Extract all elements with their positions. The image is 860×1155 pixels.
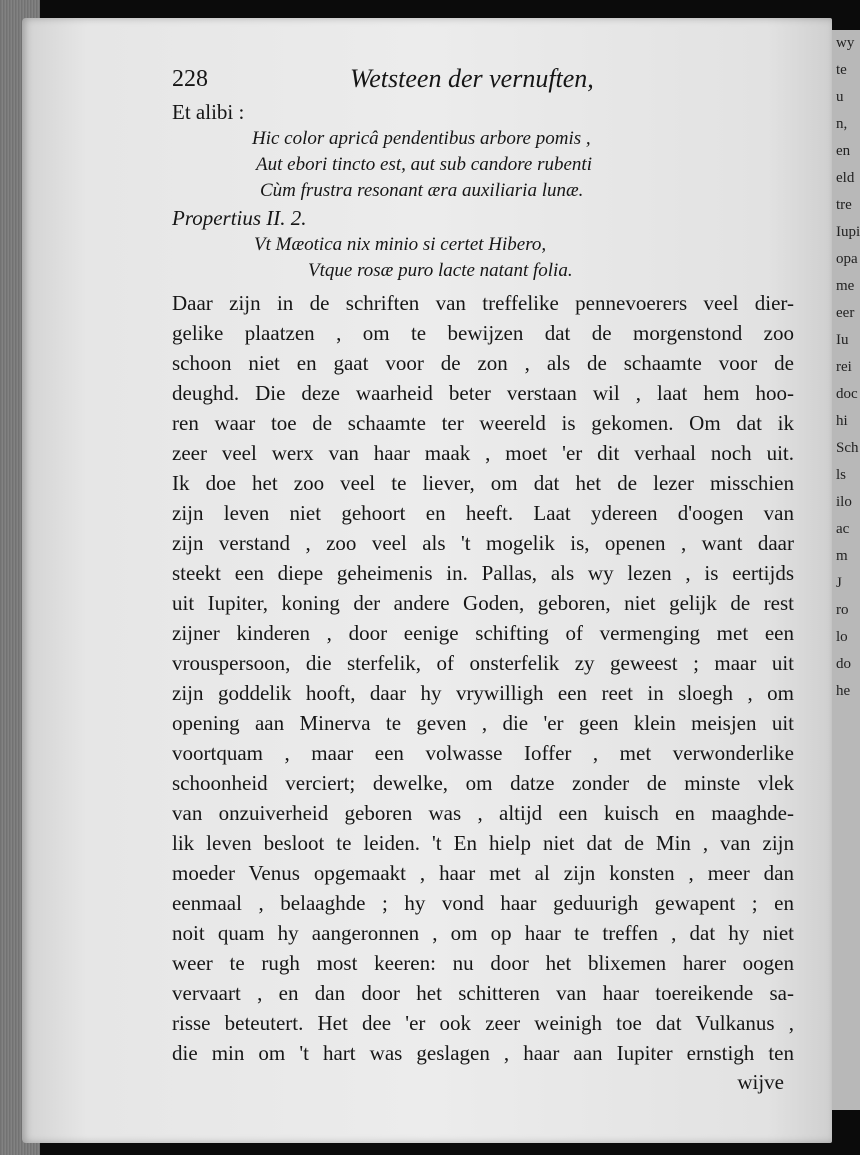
facing-page-text: Iu (836, 332, 849, 348)
body-line: zijner kinderen , door eenige schifting of vermenging met een (172, 621, 794, 645)
body-text (172, 288, 797, 1068)
facing-page-fragment (832, 30, 860, 1110)
facing-page-text: me (836, 278, 855, 294)
facing-page-text: he (836, 683, 851, 699)
page-header (172, 62, 797, 98)
facing-page-text: ac (836, 521, 850, 537)
facing-page-text: n, (836, 116, 848, 132)
body-line: deughd. Die deze waarheid beter verstaan wil , laat hem hoo- (172, 381, 794, 405)
facing-page-text: Sch (836, 440, 859, 456)
body-line: Daar zijn in de schriften van treffelike pennevoerers veel dier- (172, 291, 794, 315)
facing-page-text: Iupi (836, 224, 860, 240)
facing-page-text: wy (836, 35, 855, 51)
facing-page-text: eld (836, 170, 855, 186)
body-line: voortquam , maar een volwasse Ioffer , met verwonderlike (172, 741, 794, 765)
quote-line: Vt Mæotica nix minio si certet Hibero, (254, 234, 547, 255)
catchword: wijve (737, 1070, 784, 1094)
facing-page-text: ro (836, 602, 849, 618)
facing-page-text: u (836, 89, 844, 105)
facing-page-text: opa (836, 251, 858, 267)
body-line: schoon niet en gaat voor de zon , als de schaamte voor de (172, 351, 794, 375)
body-line: noit quam hy aangeronnen , om op haar te treffen , dat hy niet (172, 921, 794, 945)
body-line: die min om 't hart was geslagen , haar aan Iupiter ernstigh ten (172, 1041, 794, 1065)
body-line: schoonheid verciert; dewelke, om datze zonder de minste vlek (172, 771, 794, 795)
facing-page-text: te (836, 62, 847, 78)
intro-label: Et alibi : (172, 100, 245, 124)
body-line: moeder Venus opgemaakt , haar met al zijn konsten , meer dan (172, 861, 794, 885)
body-line: zeer veel werx van haar maak , moet 'er dit verhaal noch uit. (172, 441, 794, 465)
body-line: vrouspersoon, die sterfelik, of onsterfelik zy geweest ; maar uit (172, 651, 794, 675)
body-line: van onzuiverheid geboren was , altijd een kuisch en maaghde- (172, 801, 794, 825)
body-line: lik leven besloot te leiden. 't En hielp niet dat de Min , van zijn (172, 831, 794, 855)
body-line: vervaart , en dan door het schitteren van haar toereikende sa- (172, 981, 794, 1005)
quote-line: Hic color apricâ pendentibus arbore pomis , (252, 128, 591, 149)
body-line: zijn goddelik hooft, daar hy vrywilligh een reet in sloegh , om (172, 681, 794, 705)
body-line: gelike plaatzen , om te bewijzen dat de morgenstond zoo (172, 321, 794, 345)
body-line: risse beteutert. Het dee 'er ook zeer weinigh toe dat Vulkanus , (172, 1011, 794, 1035)
body-line: eenmaal , belaaghde ; hy vond haar geduurigh gewapent ; en (172, 891, 794, 915)
facing-page-text: en (836, 143, 851, 159)
body-line: Ik doe het zoo veel te liever, om dat het de lezer misschien (172, 471, 794, 495)
quote-line: Cùm frustra resonant æra auxiliaria lunæ. (260, 180, 584, 201)
body-line: ren waar toe de schaamte ter weereld is gekomen. Om dat ik (172, 411, 794, 435)
body-line: zijn leven niet gehoort en heeft. Laat ydereen d'oogen van (172, 501, 794, 525)
facing-page-text: eer (836, 305, 855, 321)
facing-page-text: rei (836, 359, 852, 375)
running-title: Wetsteen der vernuften, (350, 64, 594, 93)
facing-page-text: m (836, 548, 848, 564)
facing-page-text: tre (836, 197, 852, 213)
page-text-block (172, 62, 797, 1096)
page-number: 228 (172, 66, 208, 92)
facing-page-text: ilo (836, 494, 852, 510)
body-line: opening aan Minerva te geven , die 'er geen klein meisjen uit (172, 711, 794, 735)
body-line: steekt een diepe geheimenis in. Pallas, als wy lezen , is eertijds (172, 561, 794, 585)
body-line: weer te rugh most keeren: nu door het blixemen harer oogen (172, 951, 794, 975)
facing-page-text: hi (836, 413, 848, 429)
facing-page-text: lo (836, 629, 848, 645)
quote-line: Aut ebori tincto est, aut sub candore rubenti (256, 154, 592, 175)
facing-page-text: do (836, 656, 851, 672)
quote-line: Vtque rosæ puro lacte natant folia. (308, 260, 573, 281)
body-line: uit Iupiter, koning der andere Goden, geboren, niet gelijk de rest (172, 591, 794, 615)
source-label: Propertius II. 2. (172, 206, 307, 230)
facing-page-text: ls (836, 467, 847, 483)
facing-page-text: J (836, 575, 842, 591)
body-line: zijn verstand , zoo veel als 't mogelik is, openen , want daar (172, 531, 794, 555)
facing-page-text: doc (836, 386, 858, 402)
